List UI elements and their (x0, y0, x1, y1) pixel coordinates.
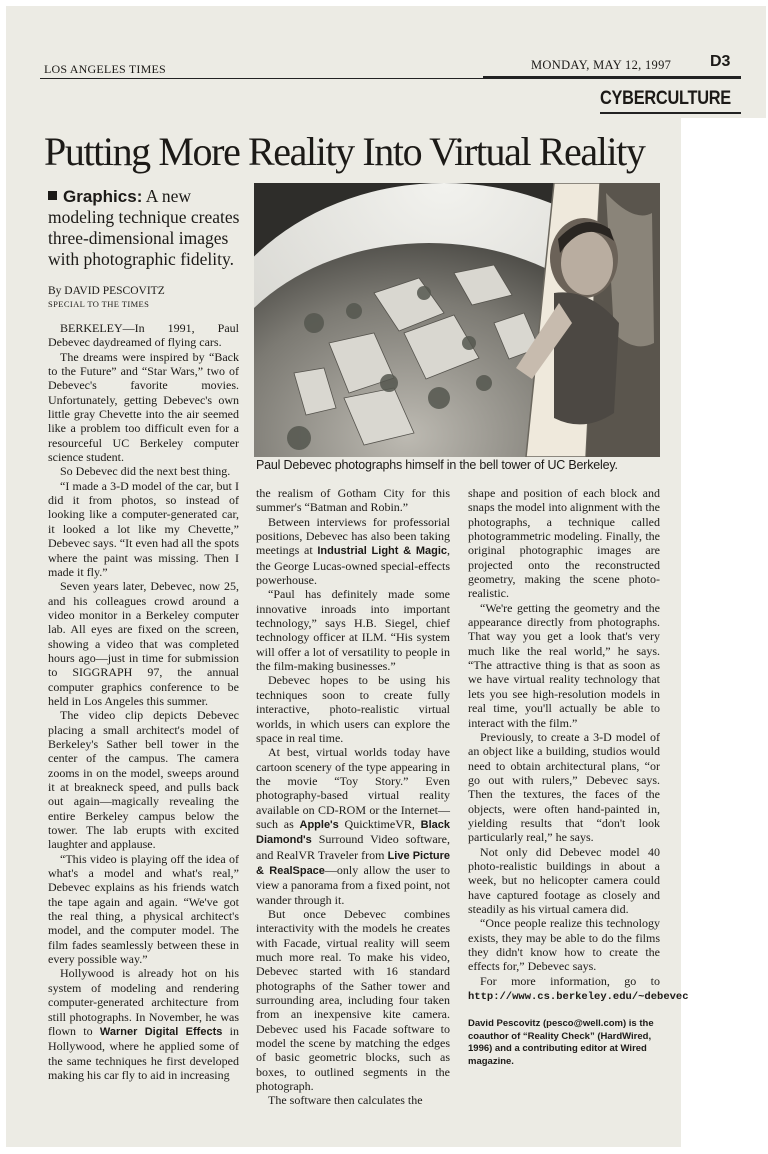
deck-kicker: Graphics: (63, 187, 143, 206)
text-run: in Hollywood, where he applied some of the same techniques he first developed making his car fly to aid in increasing (48, 1023, 239, 1082)
text-run: For more information, go to (480, 973, 660, 988)
company-name: Live Picture & RealSpace (256, 849, 451, 877)
paragraph (256, 515, 450, 588)
author-bio: David Pescovitz (pesco@well.com) is the coauthor of “Reality Check” (HardWired, 1996) and a contributing editor at Wired magazine. (468, 1018, 654, 1067)
company-name: Black Diamond's (256, 818, 450, 847)
masthead-rule-thick (483, 76, 741, 79)
deck-text: A new modeling technique creates three-dimensional images with photographic fidelity. (48, 186, 240, 269)
company-name: Industrial Light & Magic (317, 545, 448, 558)
article-column-2 (256, 486, 450, 1108)
paragraph: Seven years later, Debevec, now 25, and his colleagues crowd around a video monitor in a Berkeley computer lab. All eyes are fixed on the screen, showing a video that was completed hours ago—just in time for submission to SIGGRAPH 97, the annual computer graphics conference to be held in Los Angeles this summer. (48, 579, 239, 708)
paragraph (48, 966, 239, 1082)
paragraph: “This video is playing off the idea of what's a model and what's real,” Debevec explains as his friends watch the tape again and again. “We've got the real thing, a physical architect's model, and the computer model. The film fades seamlessly between these in every possible way.” (48, 851, 239, 967)
paragraph: “Once people realize this technology exists, they may be able to do the films they didn't know how to create the effects for,” Debevec says. (468, 916, 660, 974)
paragraph: Not only did Debevec model 40 photo-realistic buildings in about a week, but no helicopter camera could have captured footage as closely and steadily as his virtual camera did. (468, 844, 660, 916)
fisheye-campus-photo (254, 183, 660, 457)
deck (48, 186, 248, 270)
paragraph: “I made a 3-D model of the car, but I did it from photos, so instead of looking like a computer-generated car, it looked a lot like my Chevette,” Debevec says. “It even had all the spots where the paint was missing. Then I made it fly.” (48, 478, 239, 579)
text-run: Surround Video software, and RealVR Traveler from (256, 832, 450, 862)
section-rule (600, 112, 741, 114)
headline: Putting More Reality Into Virtual Reality (44, 129, 645, 174)
article-column-1 (48, 321, 239, 1082)
byline-note: SPECIAL TO THE TIMES (48, 299, 150, 309)
text-run: —only allow the user to view a panorama from a fixed point, not wander through it. (256, 862, 450, 907)
company-name: Apple's (299, 818, 339, 831)
article-column-3 (468, 486, 689, 1068)
paragraph: the realism of Gotham City for this summer's “Batman and Robin.” (256, 486, 450, 515)
text-run: , the George Lucas-owned special-effects powerhouse. (256, 543, 451, 588)
paragraph: Previously, to create a 3-D model of an object like a building, studios would need to obtain architectural plans, “or go out with rulers,” Debevec says. Then the textures, the faces of the objects, were often hand-painted in, yielding results that “don't look particularly real,” he says. (468, 729, 660, 845)
paragraph: “Paul has definitely made some innovative inroads into important technology,” says H.B. Siegel, chief technology officer at ILM. “His system will offer a lot of versatility to people in the film-making businesses.” (256, 587, 450, 674)
masthead-rule (40, 78, 483, 79)
paragraph: But once Debevec combines interactivity with the models he creates with Facade, virtual reality will seem much more real. To make his video, Debevec started with 16 standard photographs of the Sather tower and surrounding area, including four taken from an inexpensive kite camera. Debevec used his Facade software to model the scene by matching the edges of basic geometric blocks, such as boxes, to outlined segments in the photograph. (256, 906, 450, 1094)
text-run: Between interviews for professorial positions, Debevec has also been taking meetings at (256, 514, 450, 558)
paragraph: BERKELEY—In 1991, Paul Debevec daydreamed of flying cars. (48, 321, 239, 350)
photo-caption: Paul Debevec photographs himself in the bell tower of UC Berkeley. (256, 458, 618, 472)
section-label: CYBERCULTURE (600, 88, 731, 109)
paragraph: The video clip depicts Debevec placing a small architect's model of Berkeley's Sather bell tower in the center of the campus. The camera zooms in on the model, sweeps around it at breakneck speed, and pulls back out again—magically revealing the entire Berkeley campus below the tower. The lab erupts with excited laughter and applause. (48, 708, 239, 852)
bullet-square-icon (48, 191, 57, 200)
paragraph: The dreams were inspired by “Back to the Future” and “Star Wars,” two of Debevec's favorite movies. Unfortunately, getting Debevec's own little gray Chevette into the air seemed like a problem too difficult even for a resourceful UC Berkeley computer science student. (48, 349, 239, 465)
paragraph: “We're getting the geometry and the appearance directly from photographs. That way you get a look that's very much like the real world,” he says. “The attractive thing is that as soon as we have virtual reality technology that lets you see high-resolution models in real time, you'll actually be able to interact with the film.” (468, 600, 660, 730)
company-name: Warner Digital Effects (99, 1025, 223, 1038)
masthead-date: MONDAY, MAY 12, 1997 (531, 58, 672, 72)
masthead-page-number: D3 (710, 53, 731, 70)
masthead-paper-name: LOS ANGELES TIMES (44, 62, 166, 76)
paragraph (256, 745, 450, 907)
info-url: http://www.cs.berkeley.edu/~debevec (468, 991, 689, 1004)
paragraph: So Debevec did the next best thing. (60, 464, 231, 479)
page-margin (681, 118, 768, 1154)
page-margin-bottom (0, 1147, 768, 1154)
paragraph: shape and position of each block and snaps the model into alignment with the photographs, a technique called photogrammetric modeling. Finally, the original photographic images are projected onto the reconstructed geometry, making the scene photo-realistic. (468, 486, 660, 601)
paragraph: The software then calculates the (268, 1093, 423, 1108)
paragraph: Debevec hopes to be using his techniques soon to create fully interactive, photo-realistic virtual worlds, in which users can explore the space in real time. (256, 673, 450, 745)
byline: By DAVID PESCOVITZ (48, 285, 165, 297)
article-photo (254, 183, 660, 457)
paragraph (468, 973, 689, 1005)
text-run: QuicktimeVR, (338, 816, 421, 831)
text-run: Hollywood is already hot on his system of modeling and rendering computer-generated architecture from still photographs. In November, he was flown to (48, 966, 239, 1038)
text-run: At best, virtual worlds today have cartoon scenery of the type appearing in the movie “Toy Story.” Even photography-based virtual reality available on CD-ROM or the Internet—such as (256, 745, 450, 831)
